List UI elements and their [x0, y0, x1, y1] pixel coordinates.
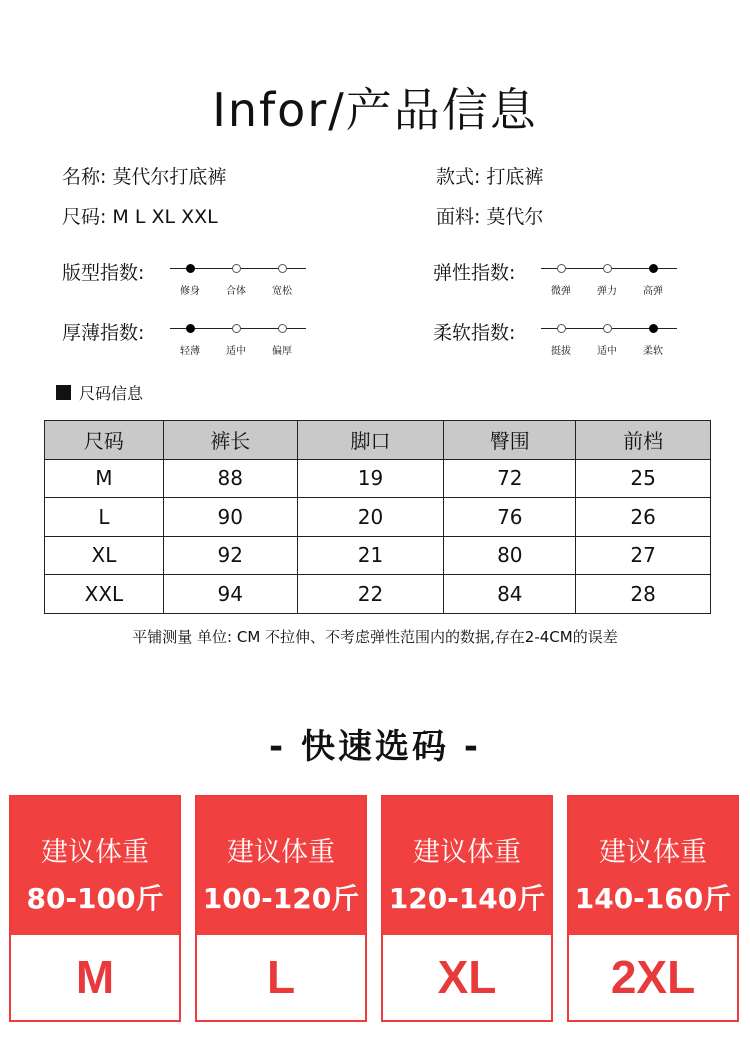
gauge-tick-label: 弹力 — [597, 286, 617, 297]
product-style — [436, 162, 543, 189]
softness-index-gauge — [433, 318, 693, 358]
cell-length: 90 — [163, 498, 297, 537]
card-label: 建议体重 — [41, 837, 149, 868]
style-label: 款式: — [436, 166, 481, 188]
header-size: 尺码 — [45, 421, 164, 460]
fit-index-gauge — [62, 258, 322, 298]
gauge-dot — [603, 324, 612, 333]
cell-front-rise: 26 — [576, 498, 711, 537]
gauge-tick-label: 适中 — [597, 346, 617, 357]
cell-front-rise: 27 — [576, 536, 711, 575]
gauge-dot — [278, 324, 287, 333]
gauge-dot — [278, 264, 287, 273]
cell-length: 92 — [163, 536, 297, 575]
gauge-tick-label: 挺拔 — [551, 346, 571, 357]
card-size: L — [266, 951, 296, 1003]
size-info-title: 尺码信息 — [79, 384, 144, 403]
fabric-value: 莫代尔 — [486, 206, 544, 228]
product-fabric — [436, 202, 543, 229]
size-card-l — [195, 795, 367, 1022]
gauge-dot-selected — [649, 264, 658, 273]
table-row — [45, 536, 711, 575]
gauge-dot-selected — [186, 324, 195, 333]
cell-length: 88 — [163, 459, 297, 498]
cell-size: M — [45, 459, 164, 498]
gauge-tick-label: 偏厚 — [272, 346, 292, 357]
cell-hem: 21 — [297, 536, 444, 575]
gauge-tick-label: 适中 — [226, 346, 246, 357]
size-value: M L XL XXL — [112, 206, 218, 228]
cell-front-rise: 25 — [576, 459, 711, 498]
square-bullet-icon — [56, 385, 71, 400]
thickness-index-gauge — [62, 318, 322, 358]
cell-hip: 84 — [444, 575, 576, 614]
style-value: 打底裤 — [486, 166, 544, 188]
card-weight-range: 120-140斤 — [388, 882, 546, 915]
measurement-note: 平铺测量 单位: CM 不拉伸、不考虑弹性范围内的数据,存在2-4CM的误差 — [132, 628, 618, 646]
gauge-tick-label: 轻薄 — [180, 346, 200, 357]
header-front-rise: 前档 — [576, 421, 711, 460]
cell-hem: 22 — [297, 575, 444, 614]
gauge-tick-label: 宽松 — [272, 286, 292, 297]
card-weight-range: 80-100斤 — [26, 882, 164, 915]
card-header — [11, 797, 179, 935]
card-size: M — [75, 951, 115, 1003]
cell-hip: 72 — [444, 459, 576, 498]
gauge-label: 弹性指数: — [433, 262, 516, 284]
gauge-label: 版型指数: — [62, 262, 145, 284]
cell-hip: 80 — [444, 536, 576, 575]
card-label: 建议体重 — [227, 837, 335, 868]
card-weight-range: 100-120斤 — [202, 882, 360, 915]
product-name — [62, 162, 226, 189]
cell-hip: 76 — [444, 498, 576, 537]
product-sizes — [62, 202, 218, 229]
card-header — [383, 797, 551, 935]
cell-front-rise: 28 — [576, 575, 711, 614]
cell-hem: 20 — [297, 498, 444, 537]
gauge-tick-label: 微弹 — [551, 286, 571, 297]
gauge-tick-label: 修身 — [180, 286, 200, 297]
header-hem: 脚口 — [297, 421, 444, 460]
fabric-label: 面料: — [436, 206, 481, 228]
size-card-2xl — [567, 795, 739, 1022]
cell-length: 94 — [163, 575, 297, 614]
cell-hem: 19 — [297, 459, 444, 498]
quick-size-title: - 快速选码 - — [269, 727, 481, 767]
gauge-dot — [603, 264, 612, 273]
gauge-dot-selected — [186, 264, 195, 273]
gauge-dot — [557, 264, 566, 273]
card-label: 建议体重 — [599, 837, 707, 868]
gauge-dot-selected — [649, 324, 658, 333]
size-label: 尺码: — [62, 206, 107, 228]
size-card-xl — [381, 795, 553, 1022]
gauge-tick-label: 高弹 — [643, 286, 663, 297]
header-hip: 臀围 — [444, 421, 576, 460]
name-label: 名称: — [62, 166, 107, 188]
header-length: 裤长 — [163, 421, 297, 460]
gauge-tick-label: 柔软 — [643, 346, 663, 357]
size-card-m — [9, 795, 181, 1022]
name-value: 莫代尔打底裤 — [112, 166, 227, 188]
card-header — [197, 797, 365, 935]
gauge-dot — [557, 324, 566, 333]
page-title: Infor/产品信息 — [212, 83, 538, 137]
cell-size: L — [45, 498, 164, 537]
size-table — [44, 420, 711, 614]
elasticity-index-gauge — [433, 258, 693, 298]
table-row — [45, 459, 711, 498]
card-size: 2XL — [610, 951, 696, 1003]
gauge-tick-label: 合体 — [226, 286, 246, 297]
gauge-label: 柔软指数: — [433, 322, 516, 344]
size-info-heading — [56, 381, 143, 404]
gauge-dot — [232, 324, 241, 333]
card-size: XL — [437, 951, 497, 1003]
table-row — [45, 575, 711, 614]
card-header — [569, 797, 737, 935]
table-row — [45, 498, 711, 537]
card-weight-range: 140-160斤 — [574, 882, 732, 915]
table-header-row — [45, 421, 711, 460]
card-label: 建议体重 — [413, 837, 521, 868]
gauge-dot — [232, 264, 241, 273]
gauge-label: 厚薄指数: — [62, 322, 145, 344]
cell-size: XL — [45, 536, 164, 575]
cell-size: XXL — [45, 575, 164, 614]
